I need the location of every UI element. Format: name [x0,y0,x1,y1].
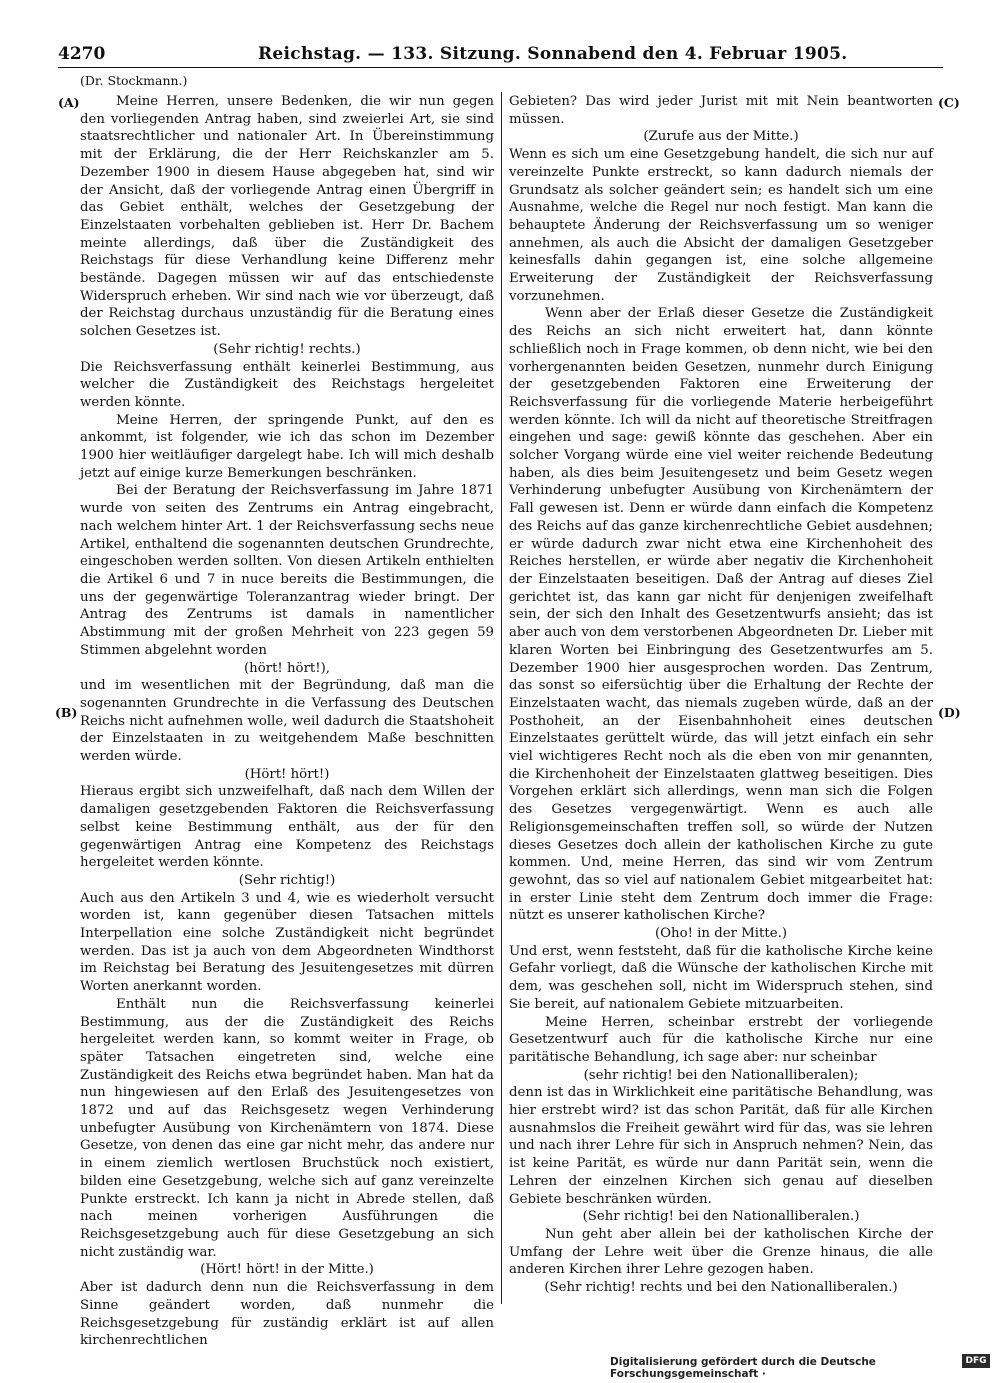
paragraph: denn ist das in Wirklichkeit eine paritätische Behandlung, was hier erstrebt wird? ist das schon Parität, daß für alle Kirchen ausnahmslos die Freiheit gewährt wird für das, was sie lehren und nach ihrer Lehre für sich in Anspruch nehmen? Nein, das ist keine Parität, es würde nur dann Parität sein, wenn die Lehren der einzelnen Kirchen sich genau auf dieselben Gebiete beschränken würden. [509,1085,933,1207]
column-divider [501,92,502,1304]
interjection: (Zurufe aus der Mitte.) [643,129,799,145]
interjection: (Sehr richtig! rechts.) [213,341,361,357]
interjection: (Sehr richtig!) [238,872,336,888]
page-header [58,44,943,70]
header-rule [58,67,943,68]
page-number: 4270 [58,44,106,64]
paragraph: Meine Herren, unsere Bedenken, die wir nun gegen den vorliegenden Antrag haben, sind zweierlei Art, sie sind staatsrechtlicher und nationaler Art. In Übereinstimmung mit der Erklärung, die der Herr Reichskanzler am 5. Dezember 1900 in diesem Hause abgegeben hat, sind wir der Ansicht, daß der vorliegende Antrag einen Übergriff in das Gebiet enthält, welches der Gesetzgebung der Einzelstaaten vorbehalten geblieben ist. Herr Dr. Bachem meinte allerdings, daß über die Zuständigkeit des Reichstags für diese Verhandlung keine Differenz mehr bestände. Dagegen müssen wir auf das entschiedenste Widerspruch erheben. Wir sind nach wie vor überzeugt, daß der Reichstag durchaus unzuständig für die Beratung eines solchen Gesetzes ist. [80,94,494,340]
interjection: (Sehr richtig! rechts und bei den Nationalliberalen.) [544,1280,898,1296]
paragraph: Enthält nun die Reichsverfassung keinerlei Bestimmung, aus der die Zuständigkeit des Reichs hergeleitet werden kann, so kommt weiter in Frage, ob später Tatsachen eingetreten sind, welche eine Zuständigkeit des Reichs etwa begründet haben. Man hat da nun hingewiesen auf den Erlaß des Jesuitengesetzes von 1872 und auf das Reichsgesetz wegen Verhinderung unbefugter Ausübung von Kirchenämtern von 1874. Diese Gesetze, von denen das eine gar nicht mehr, das andere nur in einem ziemlich wertlosen Bruchstück noch existiert, bilden eine Gesetzgebung, welche sich auf ganz vereinzelte Punkte erstreckt. Ich kann ja nicht in Abrede stellen, daß nach meinen vorherigen Ausführungen die Reichsgesetzgebung auch für diese Gesetzgebung an sich nicht zuständig war. [80,996,494,1260]
right-column [509,93,933,1297]
interjection: (Oho! in der Mitte.) [654,926,788,942]
footer-credit: Digitalisierung gefördert durch die Deutsche Forschungsgemeinschaft · [610,1356,876,1380]
interjection: (hört! hört!), [243,660,331,676]
paragraph: Nun geht aber allein bei der katholischen Kirche der Umfang der Lehre weit über die Grenze hinaus, die alle anderen Kirchen ihrer Lehre gezogen haben. [509,1227,933,1278]
paragraph: Wenn es sich um eine Gesetzgebung handelt, die sich nur auf vereinzelte Punkte erstreckt, so kann dadurch niemals der Grundsatz als solcher geändert sein; es handelt sich um eine Ausnahme, welche die Regel nur noch festigt. Man kann die behauptete Änderung der Reichsverfassung um so weniger annehmen, als auch die Absicht der damaligen Gesetzgeber keinesfalls dahin gegangen ist, eine solche allgemeine Erweiterung der Zuständigkeit der Reichsverfassung vorzunehmen. [509,147,933,304]
paragraph: Meine Herren, der springende Punkt, auf den es ankommt, ist folgender, wie ich das schon im Dezember 1900 hier weitläufiger dargelegt habe. Ich will mich deshalb jetzt auf einige kurze Bemerkungen beschränken. [80,412,494,481]
margin-mark-d: (D) [938,705,961,720]
dfg-logo: DFG [962,1354,990,1368]
interjection: (Hört! hört! in der Mitte.) [200,1262,374,1278]
paragraph: Und erst, wenn feststeht, daß für die katholische Kirche keine Gefahr vorliegt, daß die Wünsche der katholischen Kirche mit dem, was geschehen soll, nicht im Widerspruch stehen, sind Sie bereit, auf nationalem Gebiete mitzuarbeiten. [509,943,933,1012]
paragraph: und im wesentlichen mit der Begründung, daß man die sogenannten Grundrechte in die Verfassung des Deutschen Reichs nicht aufnehmen wolle, weil dadurch die Staatshoheit der Einzelstaaten in zu weitgehendem Maße beschnitten werden würde. [80,678,494,765]
interjection: (Sehr richtig! bei den Nationalliberalen.) [582,1209,860,1225]
paragraph: Hieraus ergibt sich unzweifelhaft, daß nach dem Willen der damaligen gesetzgebenden Faktoren die Reichsverfassung selbst keine Bestimmung enthält, aus der für den gegenwärtigen Antrag eine Kompetenz des Reichstags hergeleitet werden könnte. [80,784,494,871]
speaker-name: (Dr. Stockmann.) [80,73,188,88]
interjection: (Hört! hört!) [244,766,330,782]
running-title: Reichstag. — 133. Sitzung. Sonnabend den 4. Februar 1905. [258,44,848,64]
paragraph: Bei der Beratung der Reichsverfassung im Jahre 1871 wurde von seiten des Zentrums ein Antrag eingebracht, nach welchem hinter Art. 1 der Reichsverfassung sechs neue Artikel, enthaltend die sogenannten deutschen Grundrechte, eingeschoben werden sollten. Von diesen Artikeln enthielten die Artikel 6 und 7 in nuce bereits die Bestimmungen, die uns der gegenwärtige Toleranzantrag wieder bringt. Der Antrag des Zentrums ist damals in namentlicher Abstimmung mit der großen Mehrheit von 223 gegen 59 Stimmen abgelehnt worden [80,483,494,658]
left-column [80,93,494,1350]
paragraph: Die Reichsverfassung enthält keinerlei Bestimmung, aus welcher die Zuständigkeit des Reichstags hergeleitet werden könnte. [80,359,494,410]
paragraph: Aber ist dadurch denn nun die Reichsverfassung in dem Sinne geändert worden, daß nunmehr die Reichsgesetzgebung für zuständig erklärt ist auf allen kirchenrechtlichen [80,1280,494,1349]
margin-mark-c: (C) [938,95,960,110]
margin-mark-b: (B) [55,705,78,720]
paragraph: Gebieten? Das wird jeder Jurist mit mit Nein beantworten müssen. [509,94,933,127]
interjection: (sehr richtig! bei den Nationalliberalen); [583,1067,859,1083]
paragraph: Meine Herren, scheinbar erstrebt der vorliegende Gesetzentwurf auch für die katholische Kirche nur eine paritätische Behandlung, ich sage aber: nur scheinbar [509,1014,933,1065]
paragraph: Wenn aber der Erlaß dieser Gesetze die Zuständigkeit des Reichs an sich nicht erweitert hat, dann könnte schließlich noch in Frage kommen, ob denn nicht, wie bei den vorhergenannten beiden Gesetzen, nunmehr durch Einigung der gesetzgebenden Faktoren eine Erweiterung der Reichsverfassung für die vorliegende Materie herbeigeführt werden könnte. Ich will da nicht auf theoretische Streitfragen eingehen und sage: gewiß könnte das geschehen. Aber ein solcher Vorgang würde eine viel weiter reichende Bedeutung haben, als dies beim Jesuitengesetz und beim Gesetz wegen Verhinderung unbefugter Ausübung von Kirchenämtern der Fall gewesen ist. Denn er würde dann einfach die Kompetenz des Reichs auf das ganze kirchenrechtliche Gebiet ausdehnen; er würde dadurch zwar nicht etwa eine Kirchenhoheit des Reiches herstellen, er würde aber negativ die Kirchenhoheit der Einzelstaaten beseitigen. Daß der Antrag auf dieses Ziel gerichtet ist, das kann gar nicht für denjenigen zweifelhaft sein, der sich den Inhalt des Gesetzentwurfs ansieht; das ist aber auch von dem verstorbenen Abgeordneten Dr. Lieber mit klaren Worten bei Einbringung des Gesetzentwurfes am 5. Dezember 1900 hier ausgesprochen worden. Das Zentrum, das sonst so eifersüchtig über die Erhaltung der Rechte der Einzelstaaten wacht, das niemals zugeben würde, daß an der Posthoheit, an der Eisenbahnhoheit eines deutschen Einzelstaates gerüttelt würde, das will jetzt einfach ein sehr viel wichtigeres Recht noch als die eben von mir genannten, die Kirchenhoheit der Einzelstaaten glattweg beseitigen. Dies Vorgehen erklärt sich allerdings, wenn man sich die Folgen des Gesetzes vergegenwärtigt. Wenn es auch alle Religionsgemeinschaften treffen soll, so würde der Nutzen dieses Gesetzes doch allein der katholischen Kirche zu gute kommen. Und, meine Herren, das sind wir vom Zentrum gewohnt, das so viel auf nationalem Gebiet mitgearbeitet hat: in erster Linie steht dem Zentrum doch immer die Frage: nützt es unserer katholischen Kirche? [509,306,933,924]
margin-mark-a: (A) [58,95,80,110]
paragraph: Auch aus den Artikeln 3 und 4, wie es wiederholt versucht worden ist, kann gegenüber diesen Tatsachen mittels Interpellation eine solche Zuständigkeit nicht begründet werden. Das ist ja auch von dem Abgeordneten Windthorst im Reichstag bei Beratung des Jesuitengesetzes mit dürren Worten anerkannt worden. [80,890,494,995]
